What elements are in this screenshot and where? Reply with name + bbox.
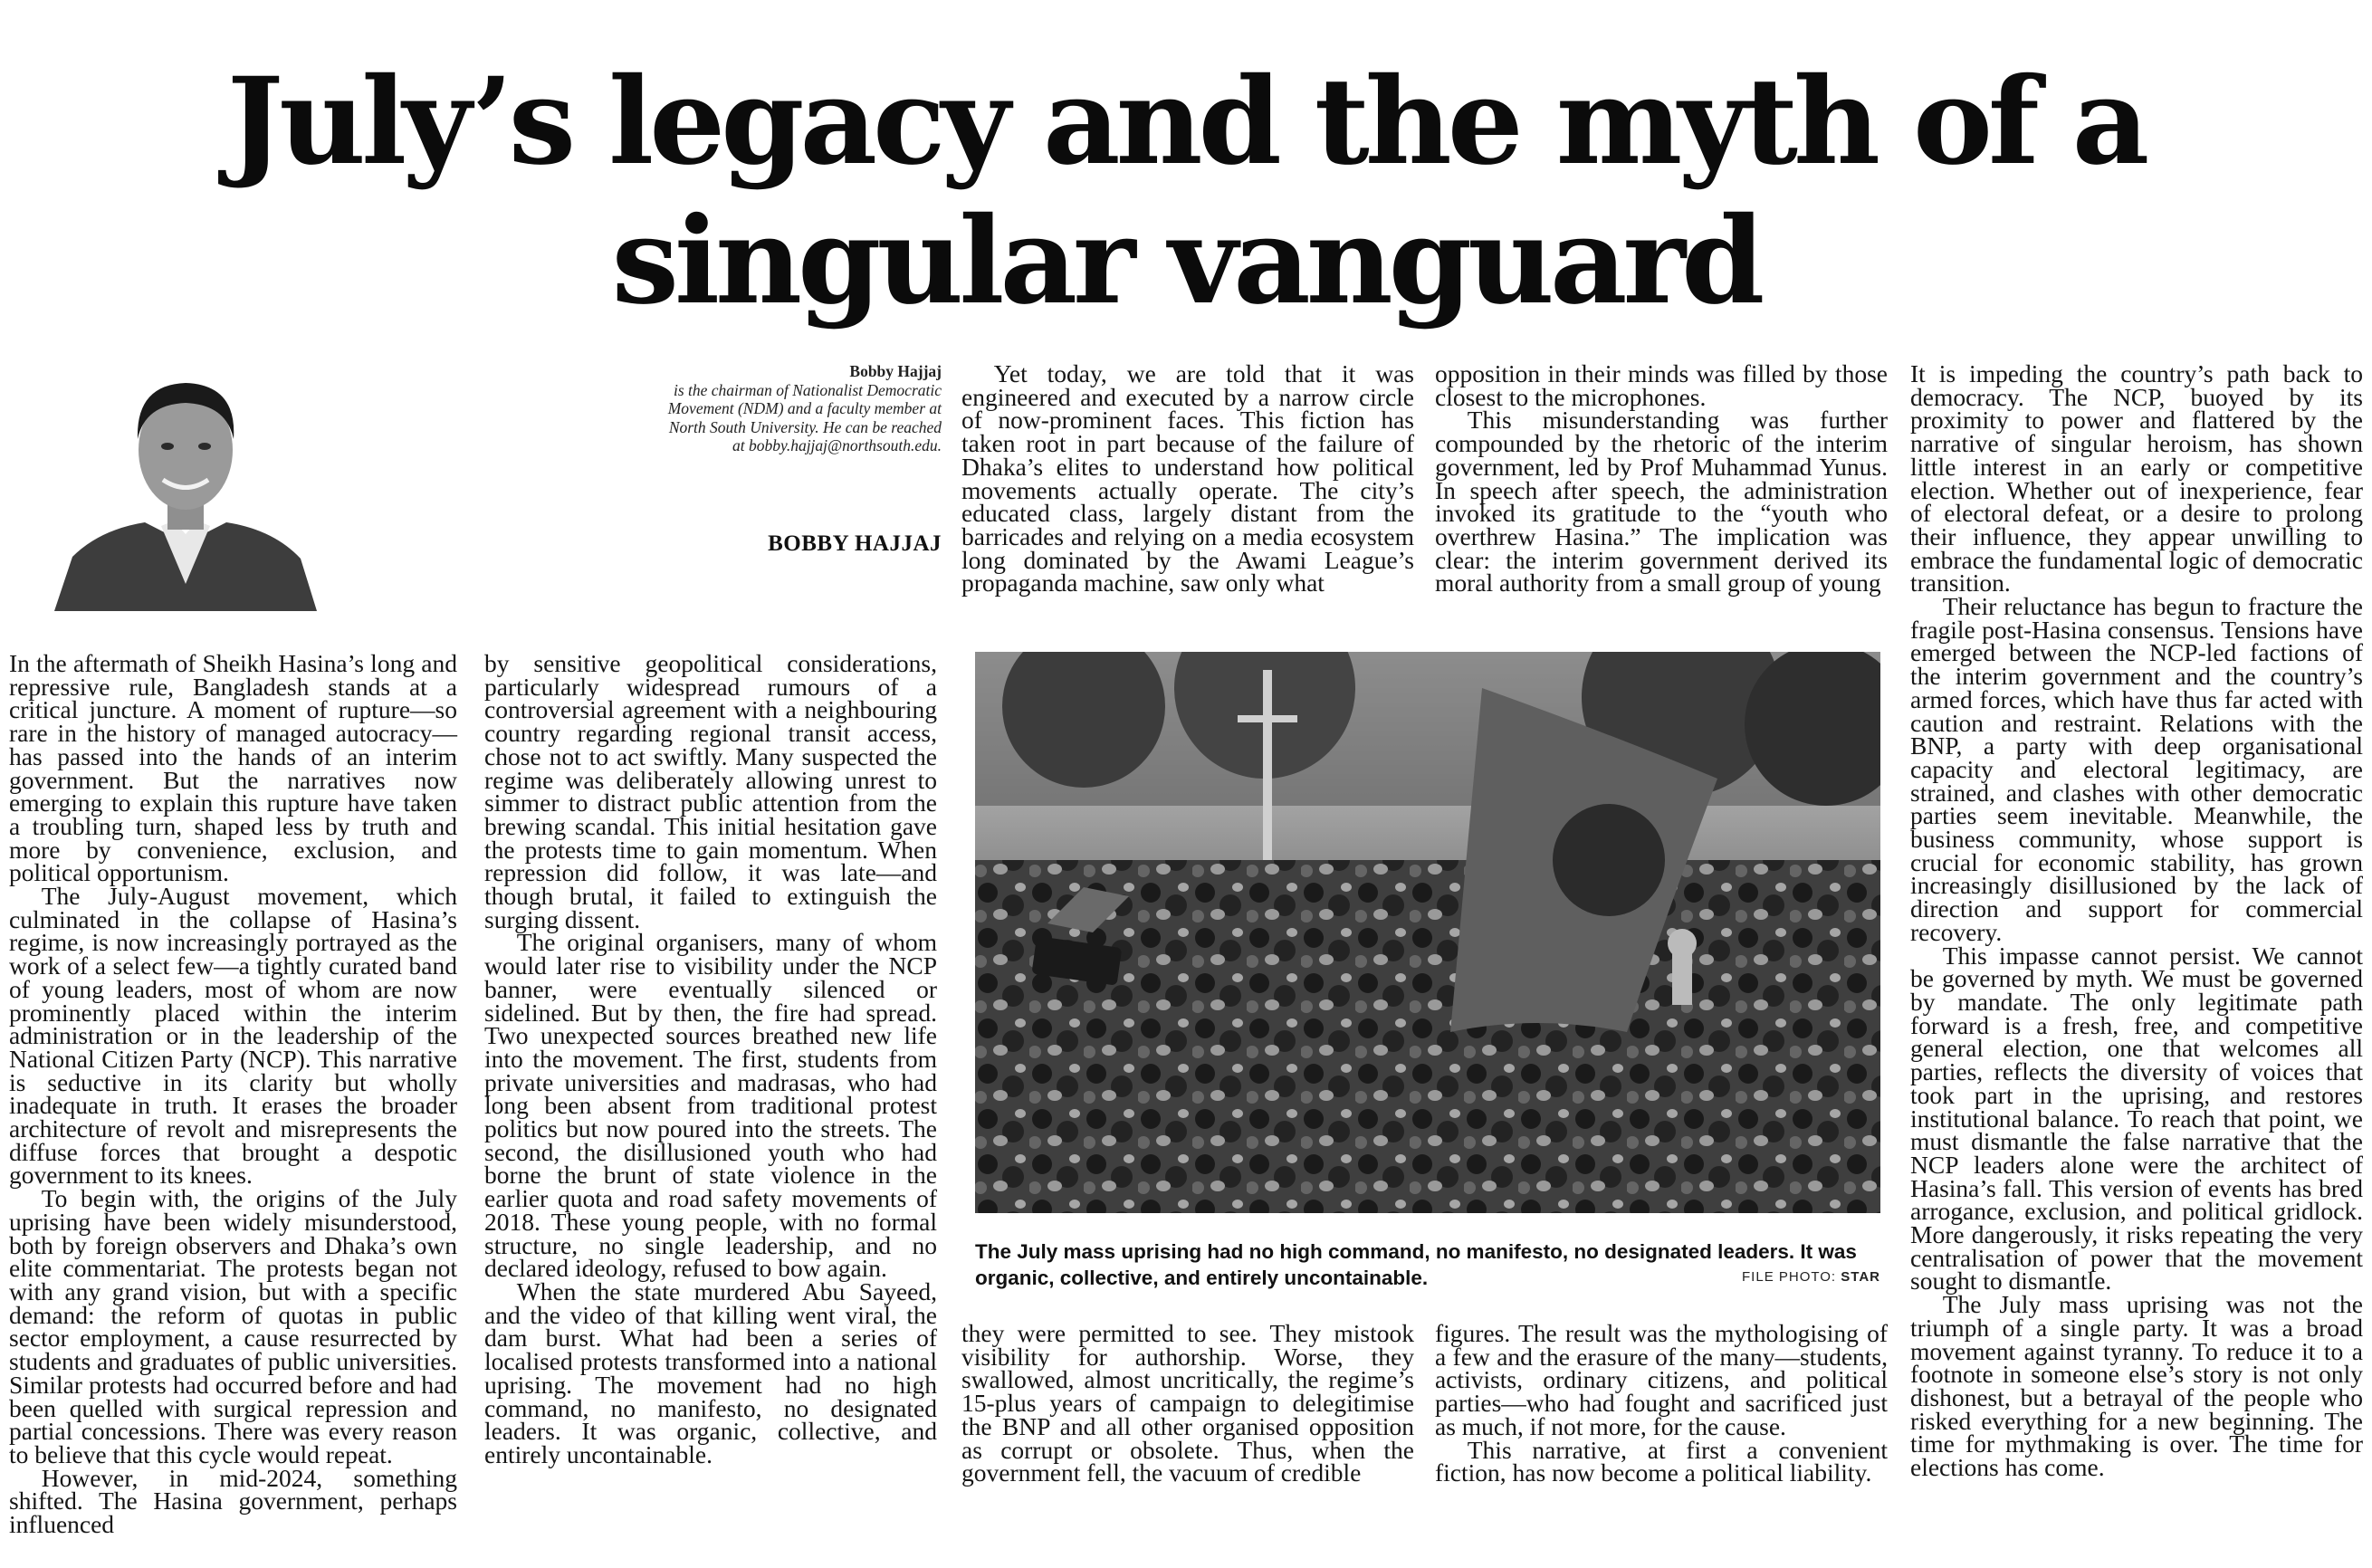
article-column-3-top [961,359,1414,598]
headline-line-2: singular vanguard [611,191,1761,331]
photo-caption: The July mass uprising had no high command, no manifesto, no designated leaders. It was organic, collective, and entirely uncontainable. [975,1240,1857,1289]
article-column-2 [484,649,937,1468]
paragraph: In the aftermath of Sheikh Hasina’s long and repressive rule, Bangladesh stands at a critical juncture. A moment of rupture—so rare in the history of managed autocracy—has passed into the hands of an interim government. But the narratives now emerging to explain this rupture have taken a troubling turn, shaped less by truth and more by convenience, exclusion, and political opportunism. [9,649,457,887]
headline-line-1: July’s legacy and the myth of a [226,52,2146,192]
article-column-3-bottom [961,1319,1414,1487]
article-column-1 [9,649,457,1539]
author-name-small: Bobby Hajjaj [849,362,942,380]
author-bio-line: at bobby.hajjaj@northsouth.edu. [732,436,942,454]
paragraph: by sensitive geopolitical considerations, particularly widespread rumours of a controversial agreement with a neighbouring country regarding regional transit access, chose not to act swiftly. Many suspected the regime was deliberately allowing unrest to simmer to distract public attention from the brewing scandal. This initial hesitation gave the protests time to gain momentum. When repression did follow, it was late—and though brutal, it failed to extinguish the surging dissent. [484,649,937,933]
photo-credit [1717,1269,1880,1285]
article-column-4-bottom [1435,1319,1888,1487]
paragraph: Their reluctance has begun to fracture the fragile post-Hasina consensus. Tensions have emerged between the NCP-led factions of the interim government and the country’s armed forces, which have thus far acted with caution and restraint. Relations with the BNP, a party with deep organisational capacity and electoral legitimacy, are strained, and clashes with other democratic parties seem inevitable. Meanwhile, the business community, whose support is crucial for economic stability, has grown increasingly disillusioned by the lack of direction and support for commercial recovery. [1910,592,2363,946]
paragraph: Yet today, we are told that it was engineered and executed by a narrow circle of now-prominent faces. This fiction has taken root in part because of the failure of Dhaka’s elites to understand how political movements actually operate. The city’s educated class, largely distant from the barricades and relying on a media ecosystem long dominated by the Awami League’s propaganda machine, saw only what [961,359,1414,598]
author-bio [598,362,942,455]
paragraph: This misunderstanding was further compounded by the rhetoric of the interim government, led by Prof Muhammad Yunus. In speech after speech, the administration invoked its gratitude to the “youth who overthrew Hasina.” The implication was clear: the interim government derived its moral authority from a small group of young [1435,406,1888,598]
paragraph: opposition in their minds was filled by those closest to the microphones. [1435,359,1888,411]
photo-credit-source: STAR [1841,1269,1880,1285]
paragraph: The original organisers, many of whom would later rise to visibility under the NCP banner, were eventually silenced or sidelined. But by then, the fire had spread. Two unexpected sources breathed new life into the movement. The first, students from private universities and madrasas, who had long been absent from traditional protest politics but now poured into the streets. The second, the disillusioned youth who had borne the brunt of state violence in the earlier quota and road safety movements of 2018. These young people, with no formal structure, no single leadership, and no declared ideology, refused to bow again. [484,928,937,1283]
protest-photo [975,652,1880,1213]
paragraph: It is impeding the country’s path back to democracy. The NCP, buoyed by its proximity to power and flattered by the narrative of singular heroism, has shown little interest in an early or competitive election. Whether out of inexperience, fear of electoral defeat, or a desire to prolong their influence, they appear unwilling to embrace the fundamental logic of democratic transition. [1910,359,2363,598]
paragraph: The July-August movement, which culminated in the collapse of Hasina’s regime, is now increasingly portrayed as the work of a select few—a tightly curated band of young leaders, most of whom are now prominently placed within the interim administration or in the leadership of the National Citizen Party (NCP). This narrative is seductive in its clarity but wholly inadequate in truth. It erases the broader architecture of revolt and misrepresents the diffuse forces that brought a despotic government to its knees. [9,882,457,1190]
author-bio-line: is the chairman of Nationalist Democratic [673,380,942,399]
author-byline: BOBBY HAJJAJ [768,531,942,556]
paragraph: To begin with, the origins of the July uprising have been widely misunderstood, both by foreign observers and Dhaka’s own elite commentariat. The protests began not with any grand vision, but with a specific demand: the reform of quotas in public sector employment, a cause resurrected by students and graduates of public universities. Similar protests had occurred before and had been quelled with surgical repression and partial concessions. There was every reason to believe that this cycle would repeat. [9,1184,457,1468]
author-bio-line: Movement (NDM) and a faculty member at [667,399,942,417]
article-column-4-top [1435,359,1888,598]
article-column-5 [1910,359,2363,1482]
photo-credit-label: FILE PHOTO: [1742,1269,1837,1285]
paragraph: The July mass uprising was not the triumph of a single party. It was a broad movement against tyranny. To reduce it to a footnote in someone else’s story is not only dishonest, but a betrayal of the people who risked everything for a new beginning. The time for mythmaking is over. The time for elections has come. [1910,1290,2363,1482]
paragraph: This impasse cannot persist. We cannot be governed by myth. We must be governed by mandate. The only legitimate path forward is a fresh, free, and competitive general election, one that welcomes all parties, reflects the diversity of voices that took part in the uprising, and restores institutional balance. To reach that point, we must dismantle the false narrative that the NCP leaders alone were the architect of Hasina’s fall. This version of events has bred arrogance, exclusion, and political gridlock. More dangerously, it risks repeating the very centralisation of power that the movement sought to dismantle. [1910,941,2363,1296]
paragraph: However, in mid-2024, something shifted. The Hasina government, perhaps influenced [9,1463,457,1539]
paragraph: figures. The result was the mythologising of a few and the erasure of the many—students, activists, ordinary citizens, and political parties—who had fought and sacrificed just as much, if not more, for the cause. [1435,1319,1888,1440]
author-portrait [36,349,335,611]
author-bio-line: North South University. He can be reached [668,417,942,436]
paragraph: they were permitted to see. They mistook visibility for authorship. Worse, they swallowed, almost uncritically, the regime’s 15-plus years of campaign to delegitimise the BNP and all other organised opposition as corrupt or obsolete. Thus, when the government fell, the vacuum of credible [961,1319,1414,1487]
paragraph: When the state murdered Abu Sayeed, and the video of that killing went viral, the dam burst. What had been a series of localised protests transformed into a national uprising. The movement had no high command, no manifesto, no designated leaders. It was organic, collective, and entirely uncontainable. [484,1276,937,1468]
paragraph: This narrative, at first a convenient fiction, has now become a political liability. [1435,1435,1888,1487]
